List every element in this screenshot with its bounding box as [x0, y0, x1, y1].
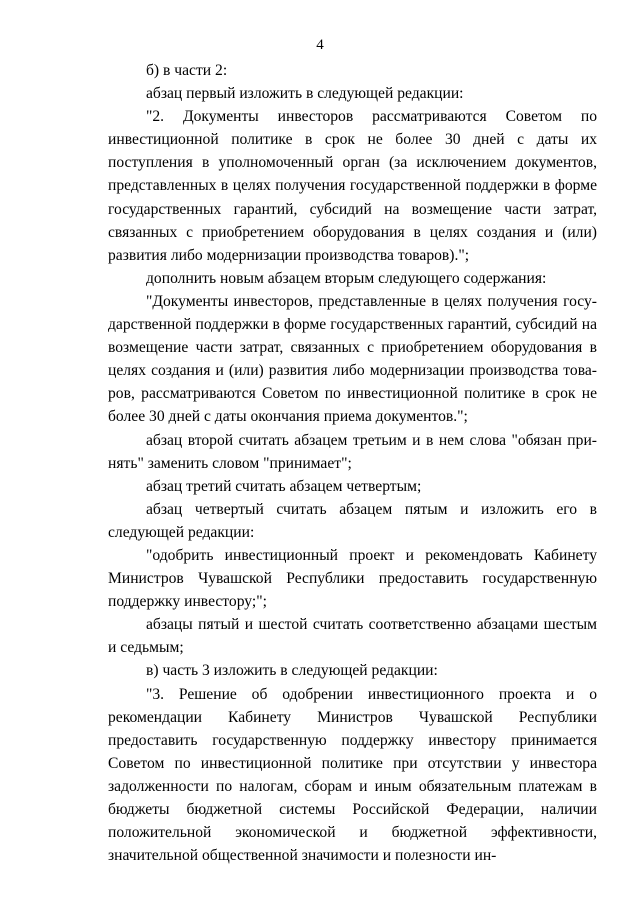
- paragraph: в) часть 3 изложить в следующей редакции:: [146, 662, 438, 680]
- paragraph: "Документы инвесторов, представленные в целях получения государственной поддержки в форме государственных гарантий, субсидий на возмещение части затрат, связанных с приобретением оборудования в целях создания и (или) развития либо модернизации производства товаров, рассматриваются Советом по инвестиционной политике в срок не более 30 дней с даты окончания приема документов.";: [108, 292, 597, 426]
- paragraph: абзац четвертый считать абзацем пятым и изложить его в следующей редакции:: [108, 500, 597, 541]
- paragraph: "одобрить инвестиционный проект и рекомендовать Кабинету Министров Чувашской Республики предоставить государственную поддержку инвестору;";: [108, 546, 597, 611]
- paragraph: абзацы пятый и шестой считать соответственно абзацами шестым и седьмым;: [108, 616, 597, 657]
- paragraph: абзац третий считать абзацем четвертым;: [146, 477, 422, 495]
- paragraph: абзац первый изложить в следующей редакции:: [146, 85, 464, 103]
- paragraph: б) в части 2:: [146, 62, 228, 79]
- paragraph: абзац второй считать абзацем третьим и в нем слова "обязан принять" заменить словом "принимает";: [108, 431, 597, 472]
- paragraph: дополнить новым абзацем вторым следующего содержания:: [146, 269, 547, 287]
- page-number: 4: [316, 37, 324, 53]
- document-body: [108, 59, 597, 867]
- paragraph: "2. Документы инвесторов рассматриваются Советом по инвестиционной политике в срок не более 30 дней с даты их поступления в уполномоченный орган (за исключением документов, представленных в целях получения государственной поддержки в форме государственных гарантий, субсидий на возмещение части затрат, связанных с приобретением оборудования в целях создания и (или) развития либо модернизации производства товаров).";: [108, 108, 597, 264]
- paragraph: "3. Решение об одобрении инвестиционного проекта и о рекомендации Кабинету Министров Чувашской Республики предоставить государственную поддержку инвестору принимается Советом по инвестиционной политике при отсутствии у инвестора задолженности по налогам, сборам и иным обязательным платежам в бюджеты бюджетной системы Российской Федерации, наличии положительной экономической и бюджетной эффективности, значительной общественной значимости и полезности ин-: [108, 685, 597, 865]
